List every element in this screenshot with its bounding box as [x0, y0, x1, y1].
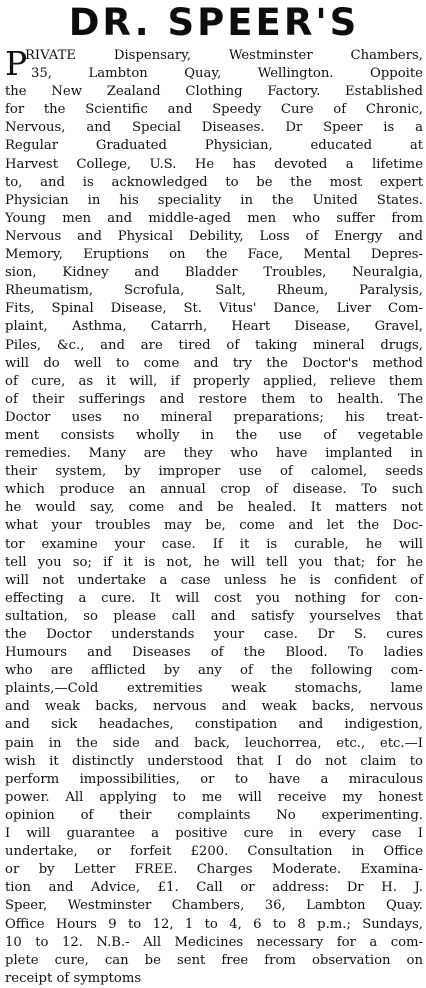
advertisement-body — [5, 44, 423, 988]
text-line: Humours and Diseases of the Blood. To ladies — [5, 645, 423, 661]
text-line: for the Scientific and Speedy Cure of Chronic, — [5, 102, 423, 118]
text-line: 10 to 12. N.B.- All Medicines necessary for a com- — [5, 934, 423, 950]
text-line: and weak backs, nervous and weak backs, nervous — [5, 699, 423, 715]
text-line: Piles, &c., and are tired of taking mineral drugs, — [5, 337, 423, 353]
text-line: Nervous and Physical Debility, Loss of Energy and — [5, 228, 423, 244]
text-line: I will guarantee a positive cure in every case I — [5, 826, 423, 842]
text-line: P RIVATE Dispensary, Westminster Chambers, — [5, 44, 423, 83]
text-line: plete cure, can be sent free from observation on — [5, 952, 423, 968]
text-line: or by Letter FREE. Charges Moderate. Examina- — [5, 862, 423, 878]
text-line: he would say, come and be healed. It matters not — [5, 500, 423, 516]
text-line: plaints,—Cold extremities weak stomachs, lame — [5, 681, 423, 697]
text-line: their system, by improper use of calomel, seeds — [5, 464, 423, 480]
text-line: pain in the side and back, leuchorrea, etc., etc.—I — [5, 735, 423, 751]
text-line: will do well to come and try the Doctor's method — [5, 355, 423, 371]
text-line: opinion of their complaints No experimenting. — [5, 807, 423, 823]
text-line: of their sufferings and restore them to health. The — [5, 391, 423, 407]
text-line: of cure, as it will, if properly applied, relieve them — [5, 373, 423, 389]
text-line: the New Zealand Clothing Factory. Established — [5, 84, 423, 100]
text-line: Physician in his speciality in the United States. — [5, 192, 423, 208]
text-line: Rheumatism, Scrofula, Salt, Rheum, Paralysis, — [5, 283, 423, 299]
text-line: Nervous, and Special Diseases. Dr Speer is a — [5, 120, 423, 136]
text-line: ment consists wholly in the use of vegetable — [5, 427, 423, 443]
advertisement — [5, 0, 423, 988]
text-line: tell you so; if it is not, he will tell you that; for he — [5, 554, 423, 570]
text-line: Regular Graduated Physician, educated at — [5, 138, 423, 154]
text-line: Young men and middle-aged men who suffer from — [5, 210, 423, 226]
text-line: Memory, Eruptions on the Face, Mental Depres- — [5, 247, 423, 263]
headline: DR. SPEER'S — [68, 1, 360, 44]
text-line: who are afflicted by any of the following com- — [5, 663, 423, 679]
text-line: plaint, Asthma, Catarrh, Heart Disease, Gravel, — [5, 319, 423, 335]
text-line: tion and Advice, £1. Call or address: Dr H. J. — [5, 880, 423, 896]
text-line: which produce an annual crop of disease. To such — [5, 482, 423, 498]
text-line: tor examine your case. If it is curable, he will — [5, 536, 423, 552]
text-line: remedies. Many are they who have implanted in — [5, 446, 423, 462]
text-line: and sick headaches, constipation and indigestion, — [5, 717, 423, 733]
text-line: sion, Kidney and Bladder Troubles, Neuralgia, — [5, 265, 423, 281]
text-line: 35, Lambton Quay, Wellington. Oppoite — [31, 66, 423, 82]
text-line: perform impossibilities, or to have a miraculous — [5, 771, 423, 787]
text-line: power. All applying to me will receive my honest — [5, 789, 423, 805]
drop-cap: P — [5, 44, 28, 83]
text-line: will not undertake a case unless he is confident of — [5, 572, 423, 588]
text-line: Harvest College, U.S. He has devoted a lifetime — [5, 156, 423, 172]
text-line: effecting a cure. It will cost you nothing for con- — [5, 590, 423, 606]
text-line: receipt of symptoms — [5, 970, 142, 986]
text-line: Speer, Westminster Chambers, 36, Lambton Quay. — [5, 898, 423, 914]
text-line: Office Hours 9 to 12, 1 to 4, 6 to 8 p.m.; Sundays, — [5, 916, 423, 932]
text-line: undertake, or forfeit £200. Consultation in Office — [5, 844, 423, 860]
text-line: to, and is acknowledged to be the most expert — [5, 174, 423, 190]
text-line: Fits, Spinal Disease, St. Vitus' Dance, Liver Com- — [5, 301, 423, 317]
text-line: wish it distinctly understood that I do not claim to — [5, 753, 423, 769]
text-line: sultation, so please call and satisfy yourselves that — [5, 608, 423, 624]
text-line: Doctor uses no mineral preparations; his treat- — [5, 409, 423, 425]
text-line: what your troubles may be, come and let the Doc- — [5, 518, 423, 534]
text-line: the Doctor understands your case. Dr S. cures — [5, 627, 423, 642]
